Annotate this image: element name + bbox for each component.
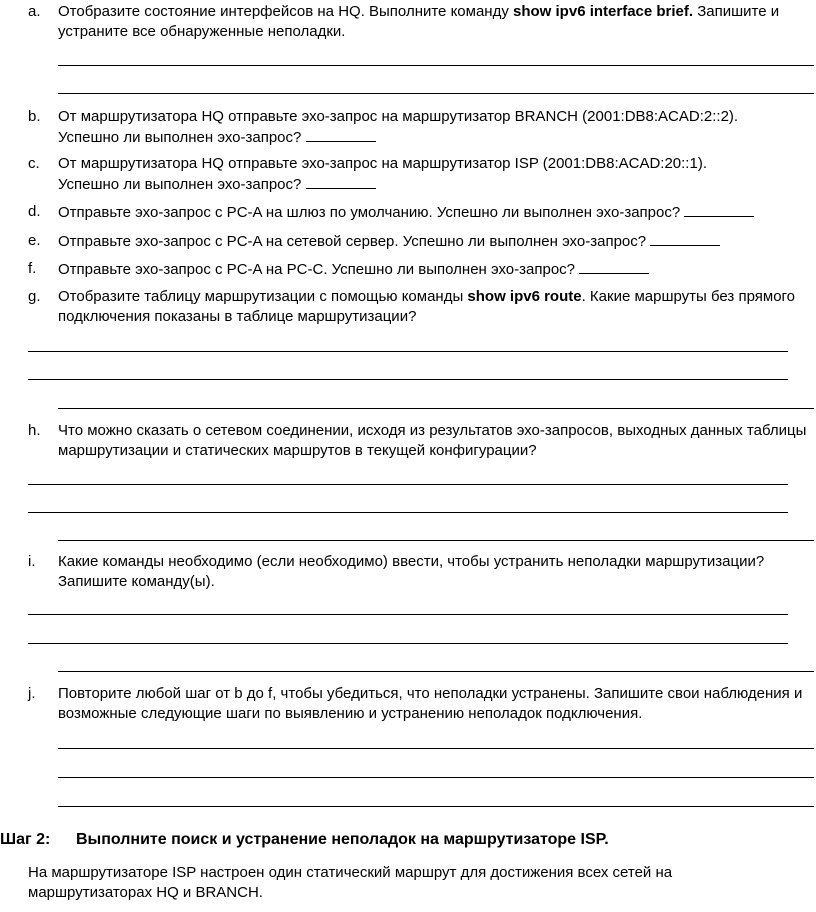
command-show-ipv6-interface-brief: show ipv6 interface brief. (513, 3, 694, 20)
answer-line (58, 777, 814, 778)
step-title: Выполните поиск и устранение неполадок на маршрутизаторе ISP. (76, 831, 609, 848)
step-number: Шаг 2: (0, 831, 51, 848)
task-i-text: Какие команды необходимо (если необходимо) ввести, чтобы устранить неполадки маршрутизации? Запишите команду(ы). (58, 553, 765, 590)
task-a-text: Отобразите состояние интерфейсов на HQ. Выполните команду show ipv6 interface brief. Запишите и устраните все обнаруженные неполадки. (58, 3, 780, 40)
task-i-letter: i. (28, 553, 36, 570)
answer-line (58, 671, 814, 672)
task-c-text: От маршрутизатора HQ отправьте эхо-запрос на маршрутизатор ISP (2001:DB8:ACAD:20::1). Успешно ли выполнен эхо-запрос? (58, 155, 707, 193)
task-d-text: Отправьте эхо-запрос с PC-A на шлюз по умолчанию. Успешно ли выполнен эхо-запрос? (58, 202, 808, 223)
task-j-letter: j. (28, 685, 36, 702)
answer-line (28, 512, 788, 513)
task-b-letter: b. (28, 108, 41, 125)
task-g-letter: g. (28, 288, 41, 305)
answer-line (58, 806, 814, 807)
answer-line (58, 748, 814, 749)
answer-line (28, 614, 788, 615)
answer-blank (306, 174, 376, 189)
step-intro-paragraph: На маршрутизаторе ISP настроен один статический маршрут для достижения всех сетей на маршрутизаторах HQ и BRANCH. (28, 864, 673, 901)
answer-blank (684, 202, 754, 217)
task-j-text: Повторите любой шаг от b до f, чтобы убедиться, что неполадки устранены. Запишите свои наблюдения и возможные следующие шаги по выявлению и устранению неполадок подключения. (58, 685, 803, 722)
task-b-text: От маршрутизатора HQ отправьте эхо-запрос на маршрутизатор BRANCH (2001:DB8:ACAD:2::2). Успешно ли выполнен эхо-запрос? (58, 108, 739, 146)
answer-line (28, 643, 788, 644)
task-f-letter: f. (28, 260, 37, 277)
task-e-letter: e. (28, 232, 41, 249)
command-show-ipv6-route: show ipv6 route (467, 288, 582, 305)
task-f-text: Отправьте эхо-запрос с PC-A на PC-C. Успешно ли выполнен эхо-запрос? (58, 259, 808, 280)
task-d-letter: d. (28, 203, 41, 220)
answer-line (28, 484, 788, 485)
answer-line (28, 379, 788, 380)
task-c-letter: c. (28, 155, 40, 172)
task-h-letter: h. (28, 422, 41, 439)
task-e-text: Отправьте эхо-запрос с PC-A на сетевой сервер. Успешно ли выполнен эхо-запрос? (58, 231, 808, 252)
answer-line (58, 93, 814, 94)
answer-line (58, 65, 814, 66)
task-h-text: Что можно сказать о сетевом соединении, исходя из результатов эхо-запросов, выходных данных таблицы маршрутизации и статических маршрутов в текущей конфигурации? (58, 422, 807, 459)
answer-line (58, 408, 814, 409)
answer-blank (306, 127, 376, 142)
answer-blank (650, 231, 720, 246)
answer-line (58, 540, 814, 541)
task-g-text: Отобразите таблицу маршрутизации с помощью команды show ipv6 route. Какие маршруты без прямого подключения показаны в таблице маршрутизации? (58, 288, 796, 325)
answer-line (28, 351, 788, 352)
answer-blank (579, 259, 649, 274)
task-a-letter: a. (28, 3, 41, 20)
